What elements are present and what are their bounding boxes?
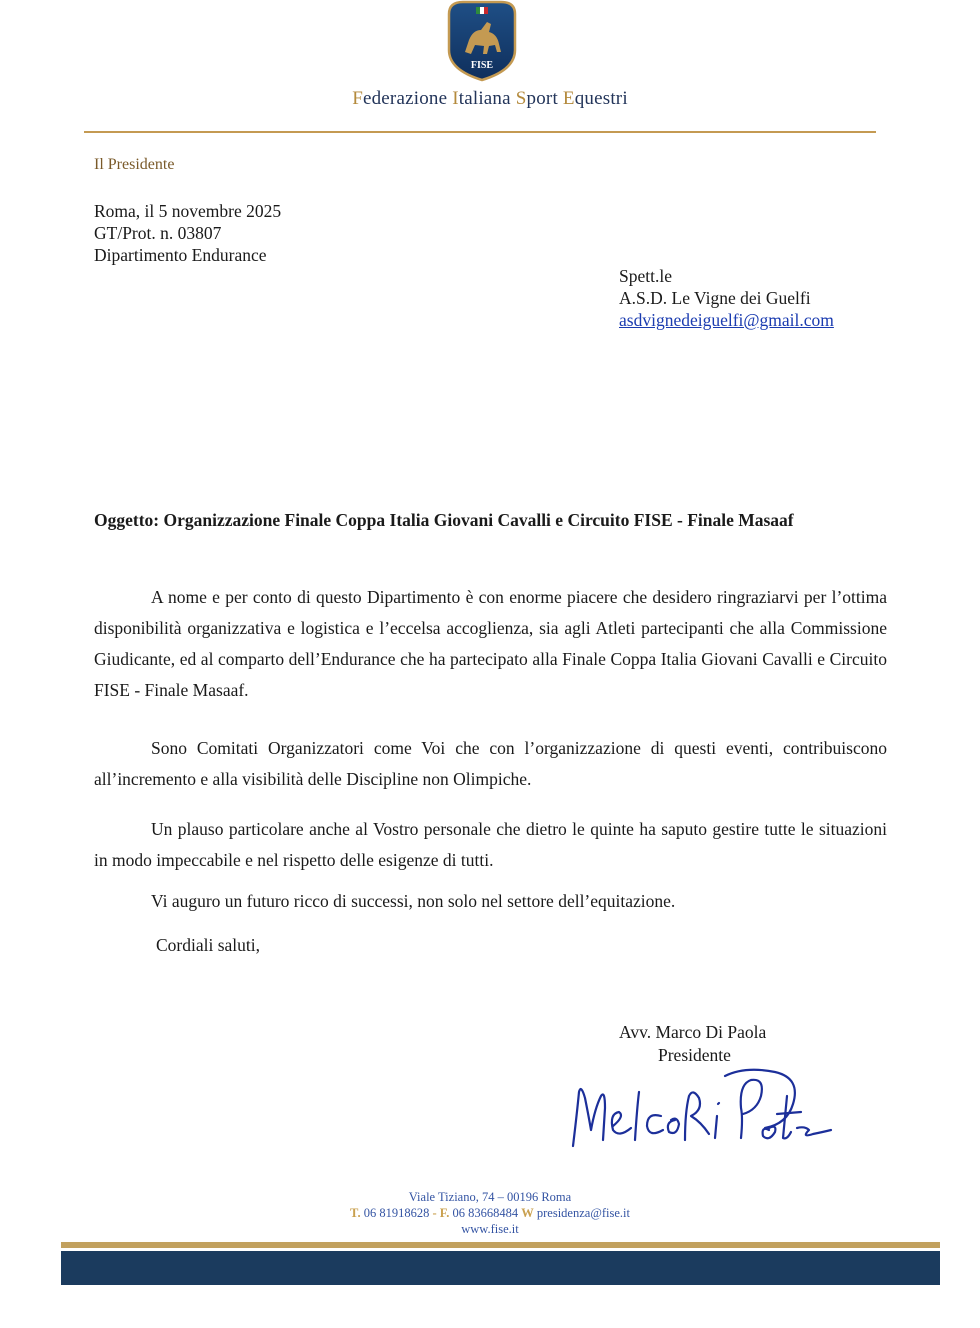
organization-name: [0, 88, 980, 110]
fax-label: F.: [439, 1206, 450, 1220]
recipient-email-link[interactable]: asdvignedeiguelfi@gmail.com: [619, 310, 834, 330]
footer-address: Viale Tiziano, 74 – 00196 Roma: [408, 1190, 572, 1204]
footer-phone-line: [0, 1205, 980, 1221]
web-label: W: [521, 1206, 534, 1220]
logo-text: FISE: [470, 60, 494, 71]
org-word-1: Federazione: [352, 88, 453, 109]
sender-role: Il Presidente: [94, 156, 175, 173]
body-paragraph-3: Un plauso particolare anche al Vostro personale che dietro le quinte ha saputo gestire tutte le situazioni in modo impeccabile e nel rispetto delle esigenze di tutti.: [94, 819, 887, 870]
fax-number: 06 83668484: [452, 1206, 519, 1220]
signatory-name: Avv. Marco Di Paola: [619, 1022, 767, 1042]
handwritten-signature: [565, 1068, 835, 1153]
org-word-4: Equestri: [562, 88, 628, 109]
signatory-block: [619, 1021, 766, 1067]
phone-number: 06 81918628: [363, 1206, 430, 1220]
body-paragraph-1: A nome e per conto di questo Dipartimento è con enorme piacere che desidero ringraziarvi per l’ottima disponibilità organizzativa e logistica e l’eccelsa accoglienza, sia agli Atleti partecipanti che alla Commissione Giudicante, ed al comparto dell’Endurance che ha partecipato alla Finale Coppa Italia Giovani Cavalli e Circuito FISE - Finale Masaaf.: [94, 587, 887, 700]
body-paragraph-4: Vi auguro un futuro ricco di successi, non solo nel settore dell’equitazione.: [151, 891, 676, 911]
letter-subject: Oggetto: Organizzazione Finale Coppa Italia Giovani Cavalli e Circuito FISE - Finale Masaaf: [94, 510, 794, 530]
signatory-title: Presidente: [658, 1045, 731, 1065]
footer-gold-bar: [61, 1242, 940, 1248]
body-paragraph-2: Sono Comitati Organizzatori come Voi che con l’organizzazione di questi eventi, contribuiscono all’incremento e alla visibilità delle Discipline non Olimpiche.: [94, 738, 887, 789]
closing-salutation: Cordiali saluti,: [156, 935, 261, 955]
header-divider: [84, 131, 876, 133]
footer-navy-bar: [61, 1251, 940, 1285]
department: Dipartimento Endurance: [94, 245, 267, 265]
footer-contacts: [0, 1189, 980, 1237]
recipient-block: [619, 265, 834, 331]
protocol-number: GT/Prot. n. 03807: [94, 223, 222, 243]
date-line: Roma, il 5 novembre 2025: [94, 201, 282, 221]
org-word-3: Sport: [515, 88, 563, 109]
fise-logo-icon: [443, 0, 521, 82]
recipient-name: A.S.D. Le Vigne dei Guelfi: [619, 288, 811, 308]
sender-block: [94, 200, 281, 266]
recipient-salutation: Spett.le: [619, 266, 672, 286]
footer-website[interactable]: www.fise.it: [461, 1222, 519, 1236]
separator: -: [432, 1206, 437, 1220]
org-word-2: Italiana: [452, 88, 516, 109]
footer-email[interactable]: presidenza@fise.it: [536, 1206, 630, 1220]
phone-label: T.: [350, 1206, 361, 1220]
